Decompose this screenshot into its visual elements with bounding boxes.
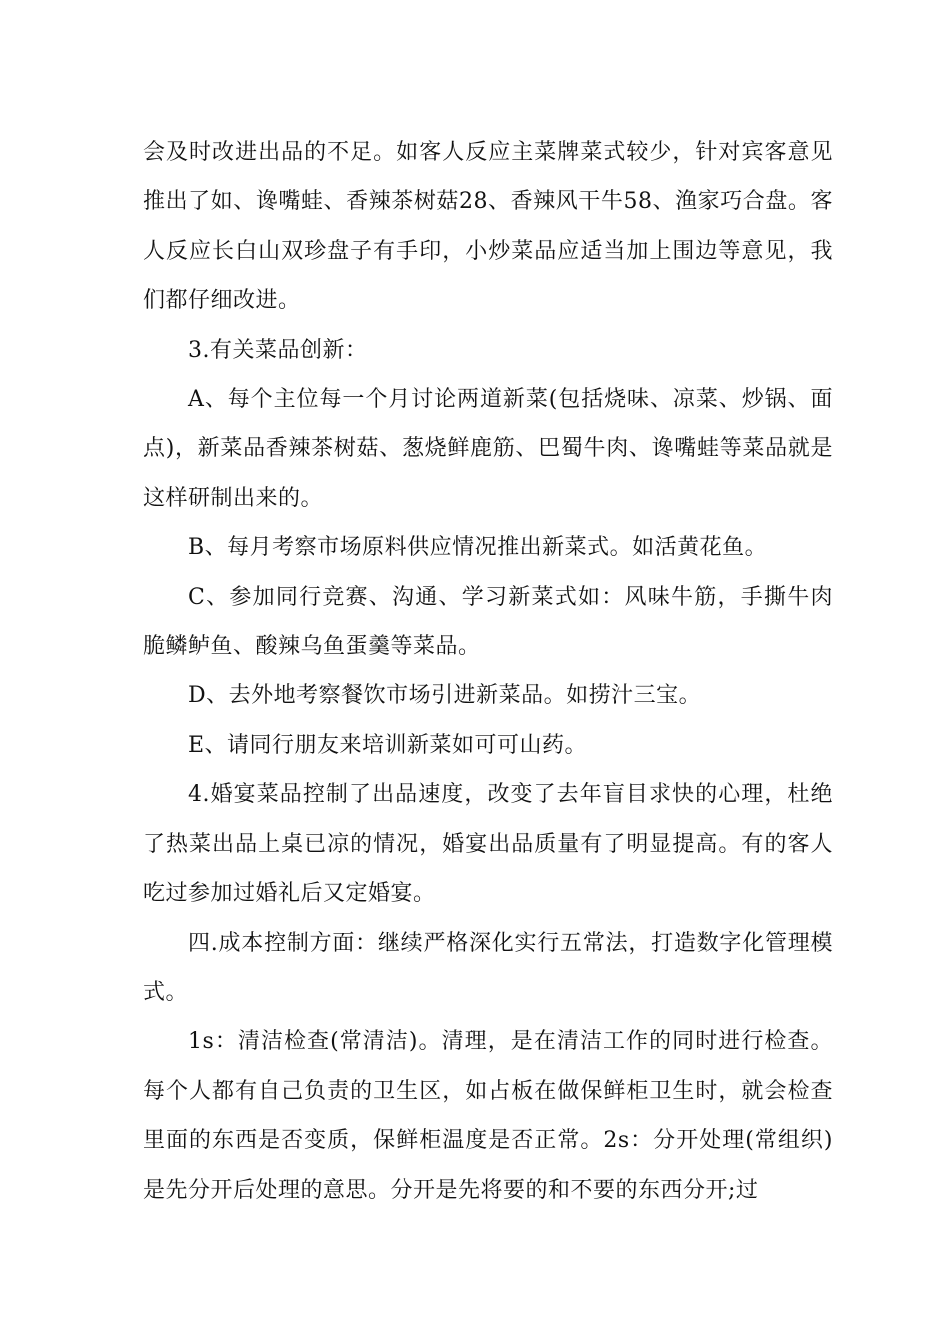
paragraph-item-b: B、每月考察市场原料供应情况推出新菜式。如活黄花鱼。 [188, 535, 768, 561]
paragraph-item-d: D、去外地考察餐饮市场引进新菜品。如捞汁三宝。 [188, 683, 702, 709]
paragraph-5s-method: 1s：清洁检查(常清洁)。清理，是在清洁工作的同时进行检查。每个人都有自己负责的卫生区，如占板在做保鲜柜卫生时，就会检查里面的东西是否变质，保鲜柜温度是否正常。2s：分开处理(常组织)是先分开后处理的意思。分开是先将要的和不要的东西分开;过 [143, 1029, 833, 1203]
paragraph-item-c: C、参加同行竞赛、沟通、学习新菜式如：风味牛筋，手撕牛肉脆鳞鲈鱼、酸辣乌鱼蛋羹等菜品。 [143, 584, 833, 660]
heading-dish-innovation: 3.有关菜品创新： [188, 337, 368, 363]
document-body [143, 128, 833, 1215]
paragraph-item-a: A、每个主位每一个月讨论两道新菜(包括烧味、凉菜、炒锅、面点)，新菜品香辣茶树菇、葱烧鲜鹿筋、巴蜀牛肉、谗嘴蛙等菜品就是这样研制出来的。 [143, 387, 833, 511]
paragraph-feedback-improvements: 会及时改进出品的不足。如客人反应主菜牌菜式较少，针对宾客意见推出了如、谗嘴蛙、香辣茶树菇28、香辣风干牛58、渔家巧合盘。客人反应长白山双珍盘子有手印，小炒菜品应适当加上围边等意见，我们都仔细改进。 [143, 140, 833, 314]
paragraph-wedding-banquet: 4.婚宴菜品控制了出品速度，改变了去年盲目求快的心理，杜绝了热菜出品上桌已凉的情况，婚宴出品质量有了明显提高。有的客人吃过参加过婚礼后又定婚宴。 [143, 782, 833, 907]
paragraph-item-e: E、请同行朋友来培训新菜如可可山药。 [188, 732, 588, 758]
heading-cost-control: 四.成本控制方面：继续严格深化实行五常法，打造数字化管理模式。 [143, 930, 833, 1005]
